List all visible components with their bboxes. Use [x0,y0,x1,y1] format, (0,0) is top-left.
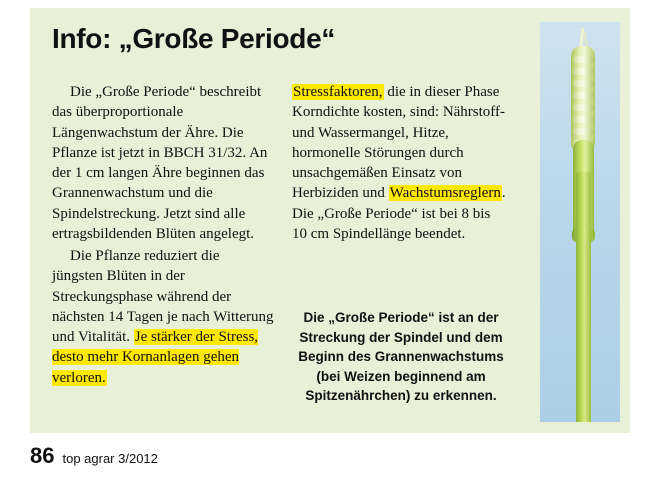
highlight-wachstumsreglern: Wachstumsreglern [389,185,501,202]
paragraph-3 [292,82,507,244]
source-label: top agrar 3/2012 [62,451,158,466]
page-title: Info: „Große Periode“ [52,23,336,54]
stem [576,172,591,422]
spikelet [572,104,594,111]
wheat-ear [571,46,595,150]
spikelet [572,80,594,87]
paragraph-1-text: Die „Große Periode“ beschreibt das überproportionale Längenwachstum der Ähre. Die Pflanze ist jetzt in BBCH 31/32. An der 1 cm langen Ähre beginnen das Grannenwachstum und die Spindelstreckung. Jetzt sind alle ertragsbildenden Blüten angelegt. [52,84,268,242]
spikelet [572,68,594,75]
highlight-stress-kornanlagen: Je stärker der Stress, desto mehr Kornanlagen gehen verloren. [52,329,259,386]
spikelet [572,128,594,135]
paragraph-2 [52,246,274,388]
figure-caption: Die „Große Periode“ ist an der Streckung der Spindel und dem Beginn des Grannenwachstums (bei Weizen beginnend am Spitzenährchen) zu erkennen. [298,310,504,404]
spikelet [572,92,594,99]
paragraph-3-text: die in dieser Phase Korndichte kosten, sind: Nährstoff- und Wassermangel, Hitze, hormonelle Störungen durch unsachgemäßen Einsatz von Herbiziden und [292,84,506,202]
page-number: 86 [30,443,55,468]
page-footer [30,443,430,469]
wheat-ear-photo [540,22,620,422]
spikelet [572,116,594,123]
left-text-column [52,82,274,388]
spikelet [572,56,594,63]
right-text-column [292,82,507,244]
highlight-stressfaktoren: Stressfaktoren, [293,84,383,100]
paragraph-2-text: Die Pflanze reduziert die jüngsten Blüten in der Streckungsphase während der nächsten 14 Tagen je nach Witterung und Vitalität. [52,248,274,345]
paragraph-1 [52,82,274,244]
paragraph-3-text-end: . Die „Große Periode“ ist bei 8 bis 10 cm Spindellänge beendet. [292,185,506,242]
